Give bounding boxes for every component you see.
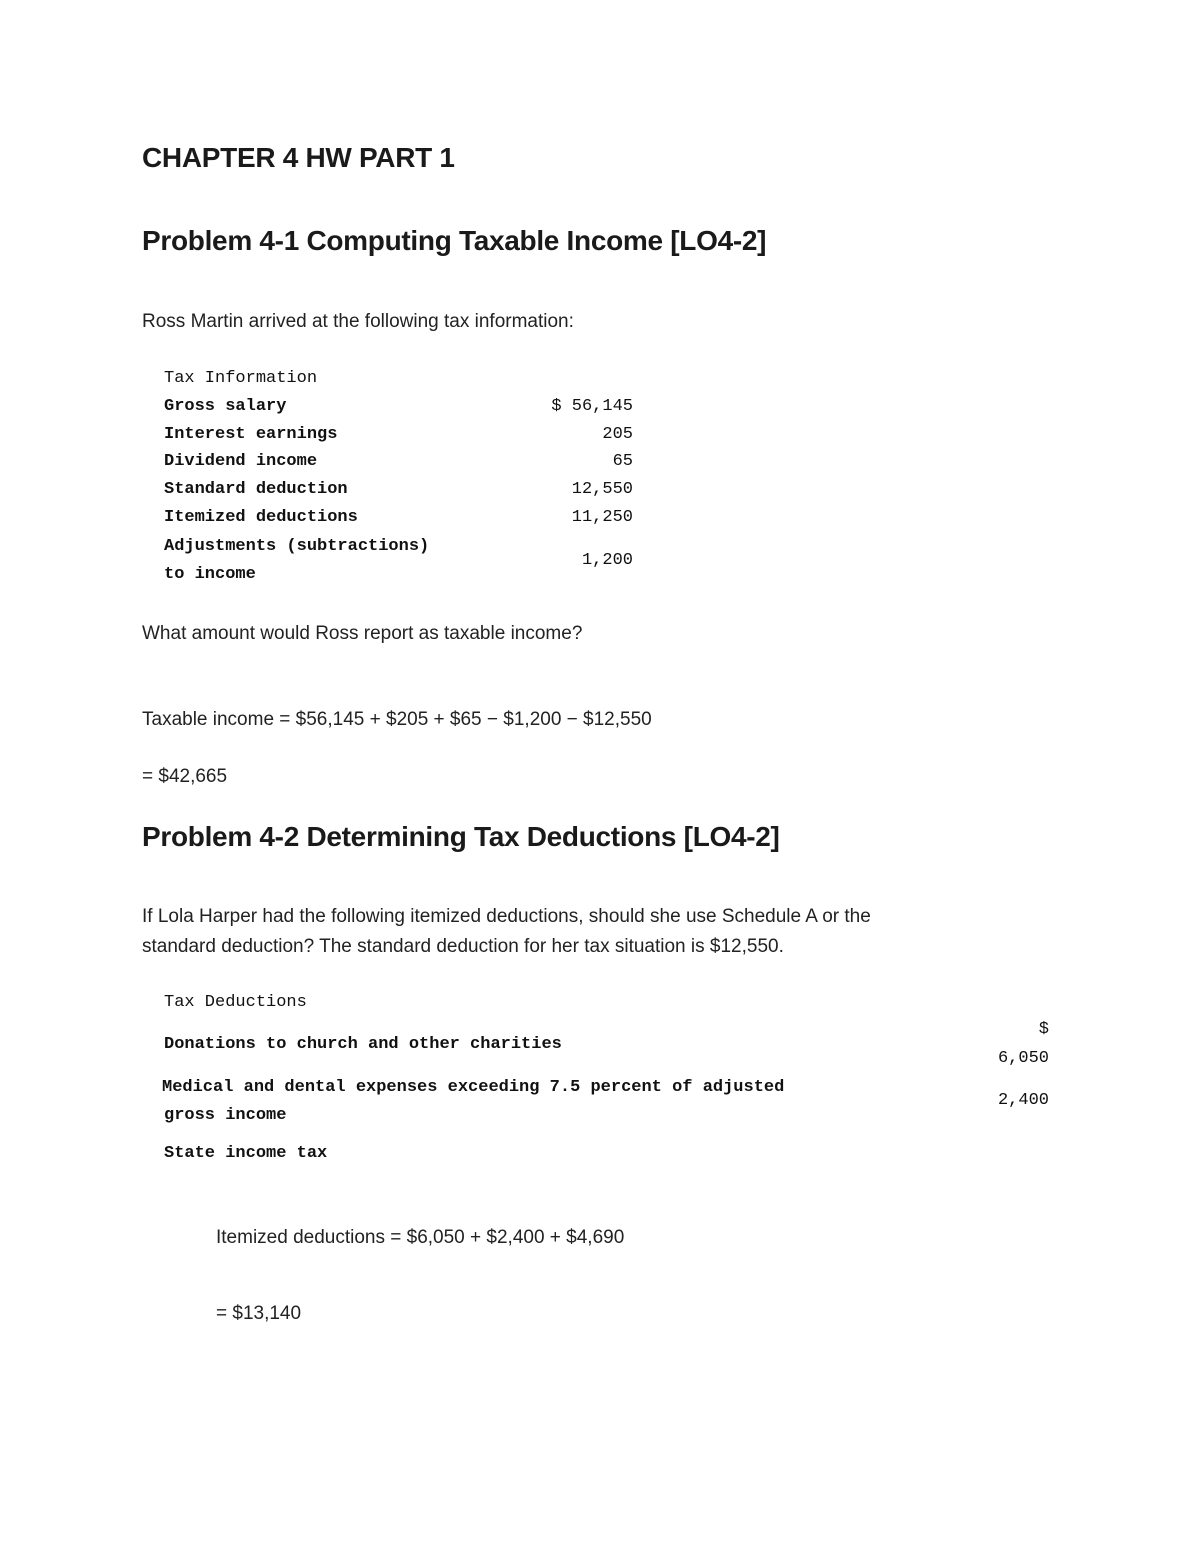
row-value-donations-currency: $ xyxy=(1038,1020,1049,1039)
row-label-medical-line2: gross income xyxy=(164,1106,287,1125)
problem-2-intro-line1: If Lola Harper had the following itemized deductions, should she use Schedule A or the xyxy=(142,906,871,927)
row-label-gross-salary: Gross salary xyxy=(164,397,287,416)
tax-information-table-title: Tax Information xyxy=(164,369,318,388)
row-value-medical: 2,400 xyxy=(997,1091,1049,1110)
row-label-adjustments-line2: to income xyxy=(164,565,256,584)
row-label-adjustments-line1: Adjustments (subtractions) xyxy=(164,537,430,556)
row-value-standard-deduction: 12,550 xyxy=(571,480,633,499)
row-value-donations: 6,050 xyxy=(997,1049,1049,1068)
row-label-itemized-deductions: Itemized deductions xyxy=(164,508,358,527)
row-value-dividend-income: 65 xyxy=(612,452,633,471)
tax-deductions-table-title: Tax Deductions xyxy=(164,993,307,1012)
problem-2-intro-line2: standard deduction? The standard deduction for her tax situation is $12,550. xyxy=(142,936,784,957)
row-label-medical-line1: Medical and dental expenses exceeding 7.5 percent of adjusted xyxy=(162,1078,785,1097)
row-label-donations: Donations to church and other charities xyxy=(164,1035,562,1054)
problem-1-answer-line2: = $42,665 xyxy=(142,766,228,787)
problem-2-answer-line2: = $13,140 xyxy=(216,1303,302,1324)
problem-2-answer-line1: Itemized deductions = $6,050 + $2,400 + $4,690 xyxy=(216,1227,625,1248)
row-value-adjustments: 1,200 xyxy=(581,551,633,570)
problem-1-answer-line1: Taxable income = $56,145 + $205 + $65 − $1,200 − $12,550 xyxy=(142,709,652,730)
row-label-dividend-income: Dividend income xyxy=(164,452,318,471)
row-value-interest-earnings: 205 xyxy=(602,425,633,444)
problem-1-title: Problem 4-1 Computing Taxable Income [LO4-2] xyxy=(142,225,767,256)
chapter-title: CHAPTER 4 HW PART 1 xyxy=(142,142,455,173)
problem-1-question: What amount would Ross report as taxable income? xyxy=(142,623,583,644)
row-label-interest-earnings: Interest earnings xyxy=(164,425,338,444)
problem-2-title: Problem 4-2 Determining Tax Deductions [LO4-2] xyxy=(142,821,780,852)
problem-1-intro: Ross Martin arrived at the following tax information: xyxy=(142,311,574,332)
row-value-itemized-deductions: 11,250 xyxy=(571,508,633,527)
row-label-standard-deduction: Standard deduction xyxy=(164,480,348,499)
row-label-state-income-tax: State income tax xyxy=(164,1144,328,1163)
row-value-gross-salary: $ 56,145 xyxy=(551,397,633,416)
